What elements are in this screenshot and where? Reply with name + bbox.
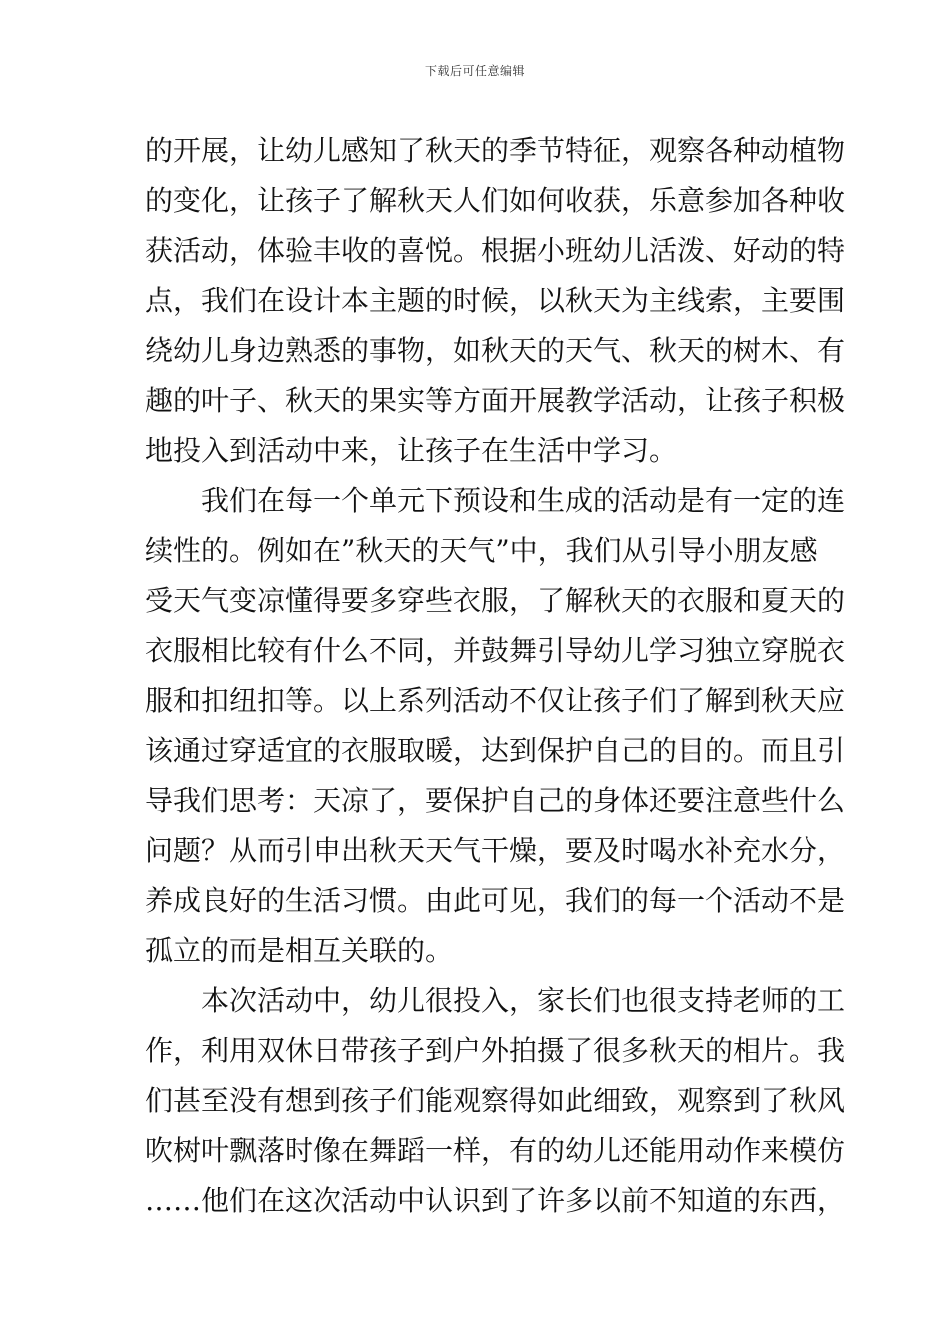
text-line: 孤立的而是相互关联的。 [145, 934, 454, 967]
text-line: 受天气变凉懂得要多穿些衣服，了解秋天的衣服和夏天的 [145, 584, 846, 617]
text-line: 吹树叶飘落时像在舞蹈一样，有的幼儿还能用动作来模仿 [145, 1134, 846, 1167]
text-line: 点，我们在设计本主题的时候，以秋天为主线索，主要围 [145, 284, 846, 317]
text-line: 们甚至没有想到孩子们能观察得如此细致，观察到了秋风 [145, 1084, 846, 1117]
paragraph-3 [145, 976, 846, 1226]
text-line: 作，利用双休日带孩子到户外拍摄了很多秋天的相片。我 [145, 1034, 846, 1067]
text-line: 该通过穿适宜的衣服取暖，达到保护自己的目的。而且引 [145, 734, 846, 767]
text-line: 导我们思考：天凉了，要保护自己的身体还要注意些什么 [145, 784, 846, 817]
paragraph-2 [145, 476, 846, 976]
text-line: ……他们在这次活动中认识到了许多以前不知道的东西， [145, 1184, 846, 1217]
text-line: 问题？从而引申出秋天天气干燥，要及时喝水补充水分， [145, 834, 846, 867]
text-line: 绕幼儿身边熟悉的事物，如秋天的天气、秋天的树木、有 [145, 334, 846, 367]
text-line: 服和扣纽扣等。以上系列活动不仅让孩子们了解到秋天应 [145, 684, 846, 717]
text-line: 获活动，体验丰收的喜悦。根据小班幼儿活泼、好动的特 [145, 234, 846, 267]
page-header-note: 下载后可任意编辑 [424, 64, 525, 78]
text-line: 的变化，让孩子了解秋天人们如何收获，乐意参加各种收 [145, 184, 846, 217]
text-line: 地投入到活动中来，让孩子在生活中学习。 [145, 434, 678, 467]
text-line: 养成良好的生活习惯。由此可见，我们的每一个活动不是 [145, 884, 846, 917]
body-text [145, 126, 846, 1226]
text-line: 本次活动中，幼儿很投入，家长们也很支持老师的工 [201, 984, 846, 1017]
text-line: 我们在每一个单元下预设和生成的活动是有一定的连 [201, 484, 846, 517]
text-line: 的开展，让幼儿感知了秋天的季节特征，观察各种动植物 [145, 134, 846, 167]
paragraph-1 [145, 126, 846, 476]
text-line: 续性的。例如在”秋天的天气”中，我们从引导小朋友感 [145, 534, 818, 567]
text-line: 衣服相比较有什么不同，并鼓舞引导幼儿学习独立穿脱衣 [145, 634, 846, 667]
text-line: 趣的叶子、秋天的果实等方面开展教学活动，让孩子积极 [145, 384, 846, 417]
